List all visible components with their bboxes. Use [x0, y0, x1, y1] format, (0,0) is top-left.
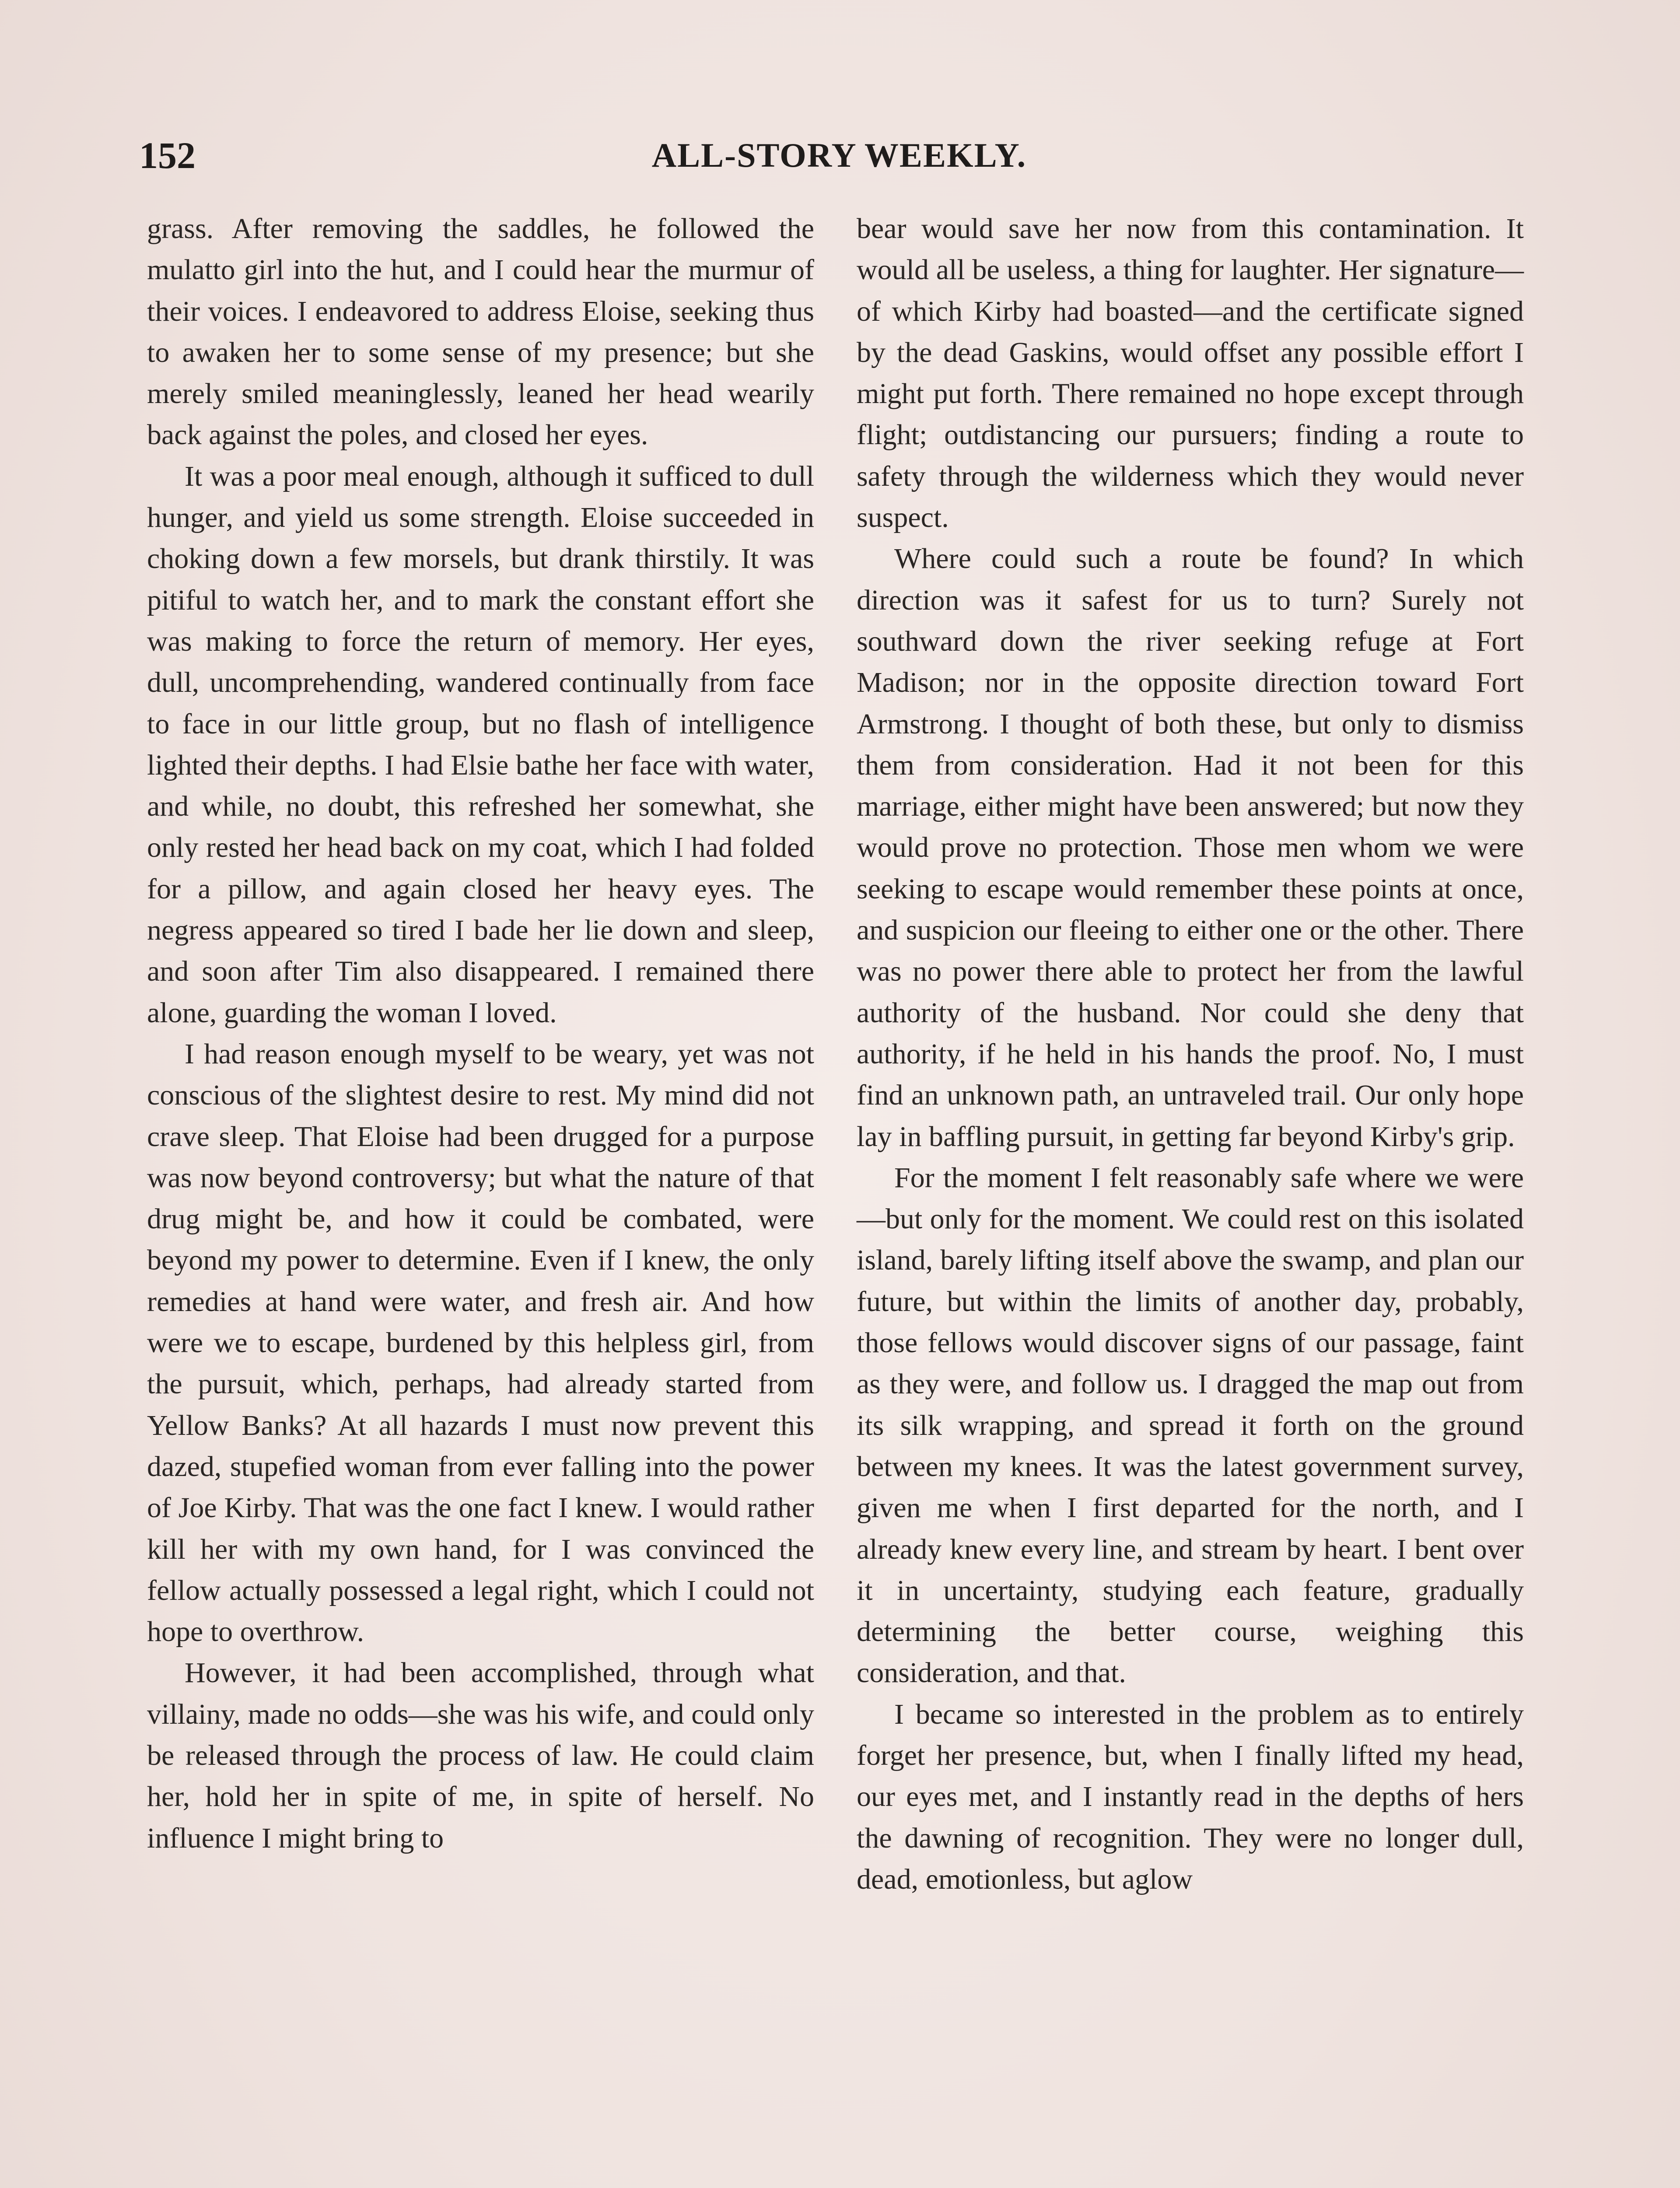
paragraph: grass. After removing the saddles, he followed the mulatto girl into the hut, and I could hear the murmur of their voices. I endeavored to address Eloise, seeking thus to awaken her to some sense of my presence; but she merely smiled meaninglessly, leaned her head wearily back against the poles, and closed her eyes. [147, 213, 814, 451]
paragraph: bear would save her now from this contamination. It would all be useless, a thing for laughter. Her signature—of which Kirby had boasted—and the certificate signed by the dead Gaskins, would offset any possible effort I might put forth. There remained no hope except through flight; outdistancing our pursuers; finding a route to safety through the wilderness which they would never suspect. [857, 213, 1524, 534]
paragraph: I became so interested in the problem as to entirely forget her presence, but, when I finally lifted my head, our eyes met, and I instantly read in the depths of hers the dawning of recognition. They were no longer dull, dead, emotionless, but aglow [857, 1698, 1524, 1895]
paragraph: I had reason enough myself to be weary, yet was not conscious of the slightest desire to rest. My mind did not crave sleep. That Eloise had been drugged for a purpose was now beyond controversy; but what the nature of that drug might be, and how it could be combated, were beyond my power to determine. Even if I knew, the only remedies at hand were water, and fresh air. And how were we to escape, burdened by this helpless girl, from the pursuit, which, perhaps, had already started from Yellow Banks? At all hazards I must now prevent this dazed, stupefied woman from ever falling into the power of Joe Kirby. That was the one fact I knew. I would rather kill her with my own hand, for I was convinced the fellow actually possessed a legal right, which I could not hope to overthrow. [147, 1038, 814, 1648]
paragraph: It was a poor meal enough, although it sufficed to dull hunger, and yield us some strength. Eloise succeeded in choking down a few morsels, but drank thirstily. It was pitiful to watch her, and to mark the constant effort she was making to force the return of memory. Her eyes, dull, uncomprehending, wandered continually from face to face in our little group, but no flash of intelligence lighted their depths. I had Elsie bathe her face with water, and while, no doubt, this refreshed her somewhat, she only rested her head back on my coat, which I had folded for a pillow, and again closed her heavy eyes. The negress appeared so tired I bade her lie down and sleep, and soon after Tim also disappeared. I remained there alone, guarding the woman I loved. [147, 460, 814, 1029]
paragraph: Where could such a route be found? In which direction was it safest for us to turn? Surely not southward down the river seeking refuge at Fort Madison; nor in the opposite direction toward Fort Armstrong. I thought of both these, but only to dismiss them from consideration. Had it not been for this marriage, either might have been answered; but now they would prove no protection. Those men whom we were seeking to escape would remember these points at once, and suspicion our fleeing to either one or the other. There was no power there able to protect her from the lawful authority of the husband. Nor could she deny that authority, if he held in his hands the proof. No, I must find an unknown path, an untraveled trail. Our only hope lay in baffling pursuit, in getting far beyond Kirby's grip. [857, 543, 1524, 1153]
paragraph: However, it had been accomplished, through what villainy, made no odds—she was his wife, and could only be released through the process of law. He could claim her, hold her in spite of me, in spite of herself. No influence I might bring to [147, 1657, 814, 1854]
page-number: 152 [139, 134, 196, 176]
paragraph: For the moment I felt reasonably safe where we were—but only for the moment. We could rest on this isolated island, barely lifting itself above the swamp, and plan our future, but within the limits of another day, probably, those fellows would discover signs of our passage, faint as they were, and follow us. I dragged the map out from its silk wrapping, and spread it forth on the ground between my knees. It was the latest government survey, given me when I first departed for the north, and I already knew every line, and stream by heart. I bent over it in uncertainty, studying each feature, gradually determining the better course, weighing this consideration, and that. [857, 1161, 1524, 1689]
page-header [139, 131, 1539, 179]
right-column [857, 208, 1524, 1900]
left-column [147, 208, 814, 1859]
running-head: ALL-STORY WEEKLY. [651, 136, 1027, 174]
